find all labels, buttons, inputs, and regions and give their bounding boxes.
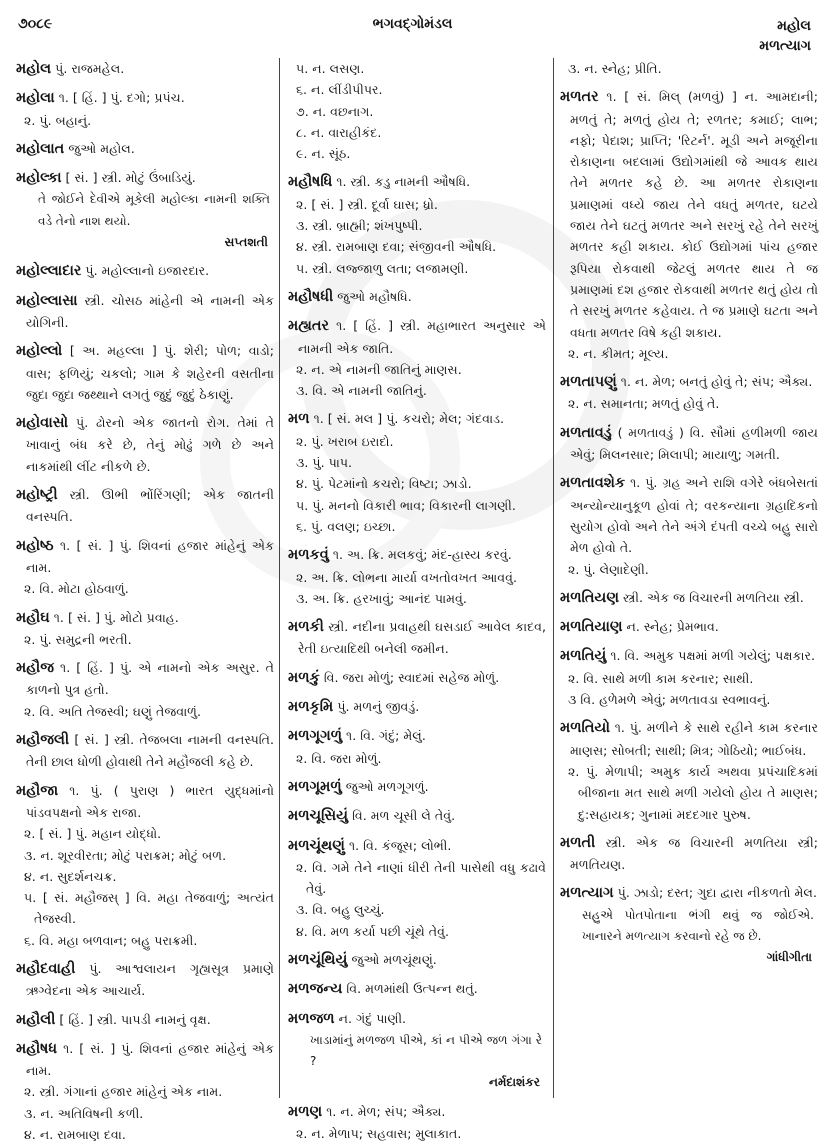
sense-line: ૨. અ. ક્રિ. લોભના માર્યા વખતોવખત આવવું. bbox=[296, 569, 517, 585]
column-divider bbox=[553, 58, 554, 1098]
definition: ૧. વિ. ગંદું; મેલું. bbox=[346, 728, 426, 744]
sense-line: ૨. [ સં. ] સ્ત્રી. દૂર્વા ઘાસ; ધ્રો. bbox=[296, 196, 438, 212]
sense-line: ૬. વિ. મહા બળવાન; બહુ પરાક્રમી. bbox=[24, 932, 198, 948]
definition: સ્ત્રી. નદીના પ્રવાહથી ઘસડાઈ આવેલ કાદવ, રેતી ઇત્યાદિથી બનેલી જમીન. bbox=[298, 619, 546, 657]
headword: મહૌલી bbox=[16, 1011, 56, 1028]
definition: [ અ. મહલ્લા ] પું. શેરી; પોળ; વાડો; વાસ; ફળિયું; ચકલો; ગામ કે શહેરની વસતીના જુદા જુદા જથ્થાને લગતું જુદું જુદું ઠેકાણું. bbox=[26, 343, 274, 402]
dictionary-entry bbox=[16, 138, 274, 160]
guide-word-first: મહોલ bbox=[777, 18, 811, 34]
sense-line: ૩. ન. સ્નેહ; પ્રીતિ. bbox=[568, 61, 662, 76]
sense-line: ૨. ન. કીમત; મૂલ્ય. bbox=[568, 345, 669, 361]
dictionary-entry bbox=[16, 729, 274, 773]
headword: મળકી bbox=[288, 619, 324, 636]
headword: મહોલા bbox=[16, 90, 55, 107]
citation-quote: ખાડામાંનું મળજળ પીએ, કાં ન પીએ જળ ગંગા રે ? bbox=[310, 1032, 542, 1069]
citation-source: ગાંધીગીતા bbox=[766, 950, 812, 965]
dictionary-entry bbox=[16, 958, 274, 1002]
definition: જુઓ મહૌષધિ. bbox=[337, 288, 412, 304]
definition: વિ. મળ ચૂસી લે તેવું. bbox=[352, 808, 456, 824]
definition: ૧. વિ. અમુક પક્ષમાં મળી ગયેલું; પક્ષકાર. bbox=[610, 648, 815, 664]
definition: જુઓ મળગૂગળું. bbox=[345, 778, 429, 794]
guide-word-last: મળત્યાગ bbox=[759, 38, 811, 54]
definition: ૧. [ સં. મિલ્ (મળવું) ] ન. આમદાની; મળતું તે; મળતું હોય તે; રળતર; કમાઈ; લાભ; નફો; પેદાશ; પ્રાપ્તિ; 'રિટર્ન'. મૂડી અને મજૂરીના રોકાણના બદલામાં ઉદ્યોગમાંથી જે આવક થાય તેને મળતર કહે છે. આ મળતર રોકાણના પ્રમાણમાં વધ્યે જાય તેને વધતું મળતર, ઘટયે જાય તેને ઘટતું મળતર અને સરખું રહે તેને સરખું મળતર કહી શકાય. કોઈ ઉદ્યોગમાં પાંચ હજાર રૂપિયા રોકવાથી જેટલું મળતર થાય તે જ પ્રમાણમાં દશ હજાર રોકવાથી મળતર થતું હોય તો તે સરખું મળતર કહેવાય. તે જ પ્રમાણે ઘટતા અને વધતા મળતર વિષે કહી શકાય. bbox=[570, 89, 818, 340]
headword: મહોલ્લો bbox=[16, 343, 63, 360]
dictionary-entry bbox=[288, 667, 546, 689]
sense-line: ૨. સ્ત્રી. ગંગાનાં હજાર માંહેનું એક નામ. bbox=[24, 1084, 223, 1100]
definition: ૧. સ્ત્રી. કડુ નામની ઔષધિ. bbox=[336, 174, 471, 190]
sense-line: ૪. ન. સુદર્શનચક્ર. bbox=[24, 868, 117, 884]
sense-line: ૯. ન. સૂંઠ. bbox=[296, 146, 351, 162]
definition: ૧. [ હિં. ] સ્ત્રી. મહાભારત અનુસાર એ નામની એક જાતિ. bbox=[298, 318, 546, 356]
definition: ૧. વિ. કંજૂસ; લોભી. bbox=[348, 837, 452, 853]
definition: ૧. ન. મેળ; બનતું હોવું તે; સંપ; ઐક્ય. bbox=[620, 374, 813, 390]
definition: સ્ત્રી. એક જ વિચારની મળતિયા સ્ત્રી. bbox=[622, 589, 804, 605]
definition: પું. ઢોરનો એક જાતનો રોગ. તેમાં તે ખાવાનું બંધ કરે છે, તેનું મોઢું ગળે છે અને નાકમાંથી લીંટ નીકળે છે. bbox=[26, 415, 274, 474]
sense-line: ૫. પું. મનનો વિકારી ભાવ; વિકારની લાગણી. bbox=[296, 497, 516, 513]
headword: મળગૂગળું bbox=[288, 728, 343, 745]
definition: [ હિં. ] સ્ત્રી. પાપડી નામનું વૃક્ષ. bbox=[59, 1011, 211, 1027]
definition: ૧. ન. મેળ; સંપ; ઐક્ય. bbox=[326, 1103, 446, 1119]
headword: મળતાવડું bbox=[560, 424, 612, 441]
definition: વિ. જરા મોળું; સ્વાદમાં સહેજ મોળું. bbox=[323, 669, 500, 685]
headword: મળકૃમિ bbox=[288, 699, 334, 716]
sense-line: ૩ વિ. હળેમળે એવું; મળતાવડા સ્વભાવનું. bbox=[568, 692, 771, 708]
headword: મળકવું bbox=[288, 547, 329, 564]
definition: સ્ત્રી. ઊભી ભોંરિંગણી; એક જાતની વનસ્પતિ. bbox=[26, 487, 274, 525]
dictionary-entry bbox=[560, 86, 818, 343]
headword: મહોલાત bbox=[16, 140, 65, 157]
dictionary-entry bbox=[288, 835, 546, 857]
sense-line: ૨. ન. મેળાપ; સહવાસ; મુલાકાત. bbox=[296, 1126, 462, 1142]
dictionary-entry bbox=[560, 832, 818, 876]
headword: મહોષ્ટ્રી bbox=[16, 487, 58, 504]
column-3 bbox=[560, 58, 818, 969]
definition: વિ. મળમાંથી ઉત્પન્ન થતું. bbox=[346, 981, 478, 997]
sense-line: ૩. સ્ત્રી. બ્રાહ્મી; શંખપુષ્પી. bbox=[296, 218, 423, 234]
definition: પું. મહોલ્લાનો ઇજારદાર. bbox=[85, 263, 210, 279]
headword: મળતર bbox=[560, 89, 599, 106]
sense-line: ૭. ન. વછનાગ. bbox=[296, 103, 374, 119]
definition: [ સં. ] સ્ત્રી. મોટું ઉંબાડિયું. bbox=[65, 170, 196, 186]
dictionary-entry bbox=[560, 371, 818, 393]
column-2 bbox=[288, 58, 546, 1144]
dictionary-entry bbox=[16, 167, 274, 189]
dictionary-entry bbox=[288, 1101, 546, 1123]
dictionary-entry bbox=[288, 978, 546, 1000]
headword: મહોલ્લાદાર bbox=[16, 263, 82, 280]
dictionary-entry bbox=[16, 1038, 274, 1082]
dictionary-entry bbox=[288, 805, 546, 827]
definition: ૧. પું. ગ્રહ અને રાશિ વગેરે બંધબેસતાં અન્યોન્યાનુકૂળ હોવાં તે; વરકન્યાના ગ્રહાદિકનો સુયોગ હોવો અને તેને અંગે દંપતી વચ્ચે બહુ સારો મેળ હોવો તે. bbox=[570, 475, 818, 556]
definition: સ્ત્રી. ચોસઠ માંહેની એ નામની એક યોગિની. bbox=[26, 292, 274, 330]
page-title: ભગવદ્ગોમંડલ bbox=[372, 16, 453, 32]
headword: મળચૂંથિયું bbox=[288, 951, 348, 968]
sense-line: ૨. ન. સમાનતા; મળતું હોવું તે. bbox=[568, 396, 720, 412]
headword: મહોલ્કા bbox=[16, 170, 62, 187]
dictionary-entry bbox=[16, 260, 274, 282]
sense-line: ૩. અ. ક્રિ. હરખાવું; આનંદ પામવું. bbox=[296, 590, 467, 606]
headword: મળતિયાણ bbox=[560, 619, 623, 636]
sense-line: ૨. પું. બહાનું. bbox=[24, 112, 92, 128]
definition: ૧. પું. ( પુરાણ ) ભારત યુદ્ધમાંનો પાંડવપક્ષનો એક રાજા. bbox=[26, 782, 274, 820]
definition: જુઓ મળચૂંથણું. bbox=[351, 951, 437, 967]
headword: મળણ bbox=[288, 1103, 323, 1120]
sense-line: ૨. [ સં. ] પું. મહાન યોદ્ધો. bbox=[24, 826, 162, 842]
dictionary-entry bbox=[16, 780, 274, 824]
dictionary-entry bbox=[16, 1009, 274, 1031]
sense-line: ૪. પું. પેટમાંનો કચરો; વિષ્ટા; ઝાડો. bbox=[296, 476, 472, 492]
sense-line: ૩. વિ. એ નામની જાતિનું. bbox=[296, 383, 427, 399]
citation-quote: સહુએ પોતપોતાના ભંગી થવું જ જોઈએ. ખાનારને મળત્યાગ કરવાનો રહે જ છે. bbox=[582, 907, 814, 943]
headword: મળજળ bbox=[288, 1010, 335, 1027]
dictionary-entry bbox=[16, 87, 274, 109]
headword: મળજન્ય bbox=[288, 981, 343, 998]
dictionary-entry bbox=[288, 616, 546, 660]
headword: મળકું bbox=[288, 669, 320, 686]
headword: મહૌજલી bbox=[16, 732, 70, 749]
dictionary-entry bbox=[288, 544, 546, 566]
dictionary-entry bbox=[288, 776, 546, 798]
sense-line: ૪. ન. રામબાણ દવા. bbox=[24, 1127, 126, 1143]
headword: મહોલ bbox=[16, 61, 52, 77]
definition: ન. ગંદું પાણી. bbox=[338, 1010, 407, 1026]
headword: મળચૂંથણું bbox=[288, 837, 345, 854]
sense-line: ૪. સ્ત્રી. રામબાણ દવા; સંજીવની ઔષધિ. bbox=[296, 239, 497, 255]
dictionary-entry bbox=[560, 717, 818, 761]
dictionary-entry bbox=[16, 484, 274, 528]
dictionary-entry bbox=[560, 422, 818, 466]
definition: ૧. [ સં. ] પું. મોટો પ્રવાહ. bbox=[53, 609, 179, 625]
dictionary-entry bbox=[16, 607, 274, 629]
sense-line: ૮. ન. વારાહીકંદ. bbox=[296, 124, 382, 140]
sense-line: ૨. પું. લેણાદેણી. bbox=[568, 561, 649, 577]
headword: મહૌદવાહી bbox=[16, 960, 76, 977]
definition: જુઓ મહોલ. bbox=[68, 140, 135, 156]
headword: મહૌષધ bbox=[16, 1040, 58, 1057]
dictionary-entry bbox=[560, 587, 818, 609]
headword: મળ bbox=[288, 411, 310, 428]
dictionary-entry bbox=[560, 645, 818, 667]
definition: ૧. અ. ક્રિ. મલકવું; મંદ-હાસ્ય કરવું. bbox=[332, 547, 512, 563]
definition: ૧. [ સં. મલ ] પું. કચરો; મેલ; ગંદવાડ. bbox=[313, 411, 504, 427]
dictionary-entry bbox=[16, 535, 274, 579]
headword: મળતી bbox=[560, 834, 596, 851]
definition: ૧. [ હિં. ] પું. એ નામનો એક અસુર. તે કાળનો પુત્ર હતો. bbox=[26, 660, 274, 698]
dictionary-entry bbox=[288, 696, 546, 718]
dictionary-entry bbox=[288, 1008, 546, 1030]
dictionary-entry bbox=[560, 472, 818, 558]
headword: મળતાપણું bbox=[560, 374, 617, 391]
definition: ( મળતાવડું ) વિ. સૌમાં હળીમળી જાય એવું; મિલનસાર; મિલાપી; માયાળુ; ગમતી. bbox=[570, 424, 818, 463]
definition: સ્ત્રી. એક જ વિચારની મળતિયા સ્ત્રી; મળતિયણ. bbox=[570, 834, 818, 873]
citation-source: સપ્તશતી bbox=[224, 235, 268, 250]
headword: મહૌજ bbox=[16, 660, 54, 677]
column-divider bbox=[279, 58, 280, 1098]
dictionary-entry bbox=[288, 725, 546, 747]
sense-line: ૨. પું. મેળાપી; અમુક કાર્ય અથવા પ્રપંચાદિકમાં બીજાના મત સાથે મળી ગયેલો હોય તે માણસ; દુ:સહાયક; ગુનામાં મદદગાર પુરુષ. bbox=[568, 763, 818, 822]
definition: પું. મળનું જીવડું. bbox=[337, 699, 420, 715]
definition: પું. ઝાડો; દસ્ત; ગુદા દ્વારા નીકળતો મેલ. bbox=[617, 885, 817, 901]
headword: મહૌષધી bbox=[288, 288, 334, 305]
dictionary-entry bbox=[560, 882, 818, 904]
sense-line: ૨. વિ. ગમે તેને નાણાં ધીરી તેની પાસેથી વધુ કઢાવે તેવું. bbox=[296, 859, 546, 897]
page-number: ૭૦૮૯ bbox=[18, 16, 53, 32]
dictionary-entry bbox=[16, 657, 274, 701]
citation-quote: તે જોઈને દેવીએ મૂકેલી મહોલ્કા નામની શક્તિ વડે તેનો નાશ થયો. bbox=[38, 192, 270, 228]
sense-line: ૫. ન. લસણ. bbox=[296, 61, 365, 76]
sense-line: ૫. સ્ત્રી. લજ્જાળુ લતા; લજામણી. bbox=[296, 260, 469, 276]
dictionary-entry bbox=[288, 408, 546, 430]
sense-line: ૨. વિ. જરા મોળું. bbox=[296, 750, 382, 766]
definition: ૧. [ હિં. ] પું. દગો; પ્રપંચ. bbox=[58, 90, 185, 106]
guide-words bbox=[759, 16, 811, 56]
definition: પું. આશ્વલાયન ગૃહ્યસૂત્ર પ્રમાણે ઋગ્વેદના એક આચાર્ય. bbox=[26, 960, 274, 999]
headword: મહોષ્ઠ bbox=[16, 537, 54, 554]
definition: [ સં. ] સ્ત્રી. તેજબલા નામની વનસ્પતિ. તેની છાલ ધોળી હોવાથી તેને મહૌજલી કહે છે. bbox=[26, 732, 274, 770]
sense-line: ૩. પું. પાપ. bbox=[296, 455, 353, 471]
page-header bbox=[0, 14, 825, 54]
dictionary-entry bbox=[288, 171, 546, 193]
sense-line: ૪. વિ. મળ કર્યા પછી ચૂંથે તેવું. bbox=[296, 923, 449, 939]
sense-line: ૫. [ સં. મહૌજસ્ ] વિ. મહા તેજવાળું; અત્યંત તેજસ્વી. bbox=[24, 890, 274, 927]
dictionary-entry bbox=[288, 949, 546, 971]
headword: મળગૂમળું bbox=[288, 778, 342, 795]
sense-line: ૨. પું. ખરાબ ઇરાદો. bbox=[296, 433, 394, 449]
definition: ૧. પું. મળીને કે સાથે રહીને કામ કરનાર માણસ; સોબતી; સાથી; મિત્ર; ગોઠિયો; ભાઈબંધ. bbox=[570, 720, 818, 758]
definition: ન. સ્નેહ; પ્રેમભાવ. bbox=[626, 619, 719, 635]
headword: મળતિયો bbox=[560, 720, 610, 737]
headword: મળતિયું bbox=[560, 648, 607, 665]
dictionary-entry bbox=[16, 290, 274, 334]
headword: મળચૂસિયું bbox=[288, 808, 349, 825]
headword: મળતાવશેક bbox=[560, 475, 626, 492]
headword: મહૌજા bbox=[16, 782, 59, 799]
headword: મહોવાસો bbox=[16, 415, 69, 432]
definition: ૧. [ સં. ] પું. શિવનાં હજાર માંહેનું એક નામ. bbox=[26, 537, 274, 575]
headword: મળતિયણ bbox=[560, 589, 619, 606]
sense-line: ૩. વિ. બહુ લુચ્ચું. bbox=[296, 902, 385, 918]
dictionary-entry bbox=[16, 340, 274, 405]
headword: મહોલ્લાસા bbox=[16, 292, 78, 309]
sense-line: ૨. પું. સમુદ્રની ભરતી. bbox=[24, 631, 132, 647]
sense-line: ૬. પું. વલણ; ઇચ્છા. bbox=[296, 518, 396, 534]
dictionary-entry bbox=[16, 412, 274, 477]
headword: મળત્યાગ bbox=[560, 885, 614, 902]
headword: મહૌષધિ bbox=[288, 174, 333, 191]
column-1 bbox=[16, 58, 274, 1145]
headword: મહૌઘ bbox=[16, 609, 50, 626]
sense-line: ૬. ન. લીંડીપીપર. bbox=[296, 82, 383, 98]
definition: પું. રાજમહેલ. bbox=[55, 61, 125, 76]
definition: ૧. [ સં. ] પું. શિવનાં હજાર માંહેનું એક નામ. bbox=[26, 1040, 274, 1079]
sense-line: ૨. વિ. મોટા હોઠવાળું. bbox=[24, 581, 129, 597]
dictionary-entry bbox=[560, 616, 818, 638]
sense-line: ૩. ન. અતિવિષની કળી. bbox=[24, 1105, 144, 1121]
citation-source: નર્મદાશંકર bbox=[489, 1075, 540, 1090]
dictionary-entry bbox=[288, 315, 546, 359]
sense-line: ૨. વિ. અતિ તેજસ્વી; ઘણું તેજવાળું. bbox=[24, 703, 202, 719]
sense-line: ૨. ન. એ નામની જાતિનું માણસ. bbox=[296, 361, 462, 377]
dictionary-entry bbox=[16, 58, 274, 80]
sense-line: ૨. વિ. સાથે મળી કામ કરનાર; સાથી. bbox=[568, 670, 754, 686]
sense-line: ૩. ન. શૂરવીરતા; મોટું પરાક્રમ; મોટું બળ. bbox=[24, 847, 227, 863]
headword: મહ્યતર bbox=[288, 318, 329, 335]
dictionary-entry bbox=[288, 286, 546, 308]
